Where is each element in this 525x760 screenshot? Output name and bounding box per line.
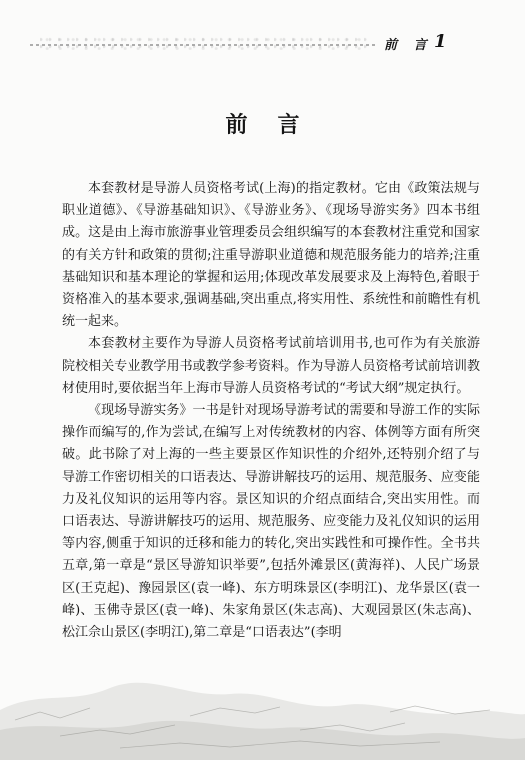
paragraph: 本套教材主要作为导游人员资格考试前培训用书,也可作为有关旅游院校相关专业教学用书或教学参考资料。作为导游人员资格考试前培训教材使用时,要依据当年上海市导游人员资格考试的“考试大纲”规定执行。 — [62, 336, 480, 396]
header-rule — [30, 44, 376, 46]
running-head: 前 言 — [384, 38, 433, 53]
page-number: 1 — [434, 31, 447, 52]
paragraph: 本套教材是导游人员资格考试(上海)的指定教材。它由《政策法规与职业道德》、《导游基础知识》、《导游业务》、《现场导游实务》四本书组成。这是由上海市旅游事业管理委员会组织编写的本套教材注重党和国家的有关方针和政策的贯彻;注重导游职业道德和规范服务能力的培养;注重基础知识和基本理论的掌握和运用;体现改革发展要求及上海特色,着眼于资格准入的基本要求,强调基础,突出重点,将实用性、系统性和前瞻性有机统一起来。 — [62, 181, 480, 330]
header-ornament — [40, 36, 370, 50]
bottom-landscape-ornament — [0, 650, 525, 760]
body-text — [62, 178, 480, 644]
paragraph: 《现场导游实务》一书是针对现场导游考试的需要和导游工作的实际操作而编写的,作为尝试,在编写上对传统教材的内容、体例等方面有所突破。此书除了对上海的一些主要景区作知识性的介绍外,还特别介绍了与导游工作密切相关的口语表达、导游讲解技巧的运用、规范服务、应变能力及礼仪知识的运用等内容。景区知识的介绍点面结合,突出实用性。而口语表达、导游讲解技巧的运用、规范服务、应变能力及礼仪知识的运用等内容,侧重于知识的迁移和能力的转化,突出实践性和可操作性。全书共五章,第一章是“景区导游知识举要”,包括外滩景区(黄海祥)、人民广场景区(王克起)、豫园景区(袁一峰)、东方明珠景区(李明江)、龙华景区(袁一峰)、玉佛寺景区(袁一峰)、朱家角景区(朱志高)、大观园景区(朱志高)、松江佘山景区(李明江),第二章是“口语表达”(李明 — [62, 403, 480, 641]
page-title: 前言 — [225, 112, 330, 138]
